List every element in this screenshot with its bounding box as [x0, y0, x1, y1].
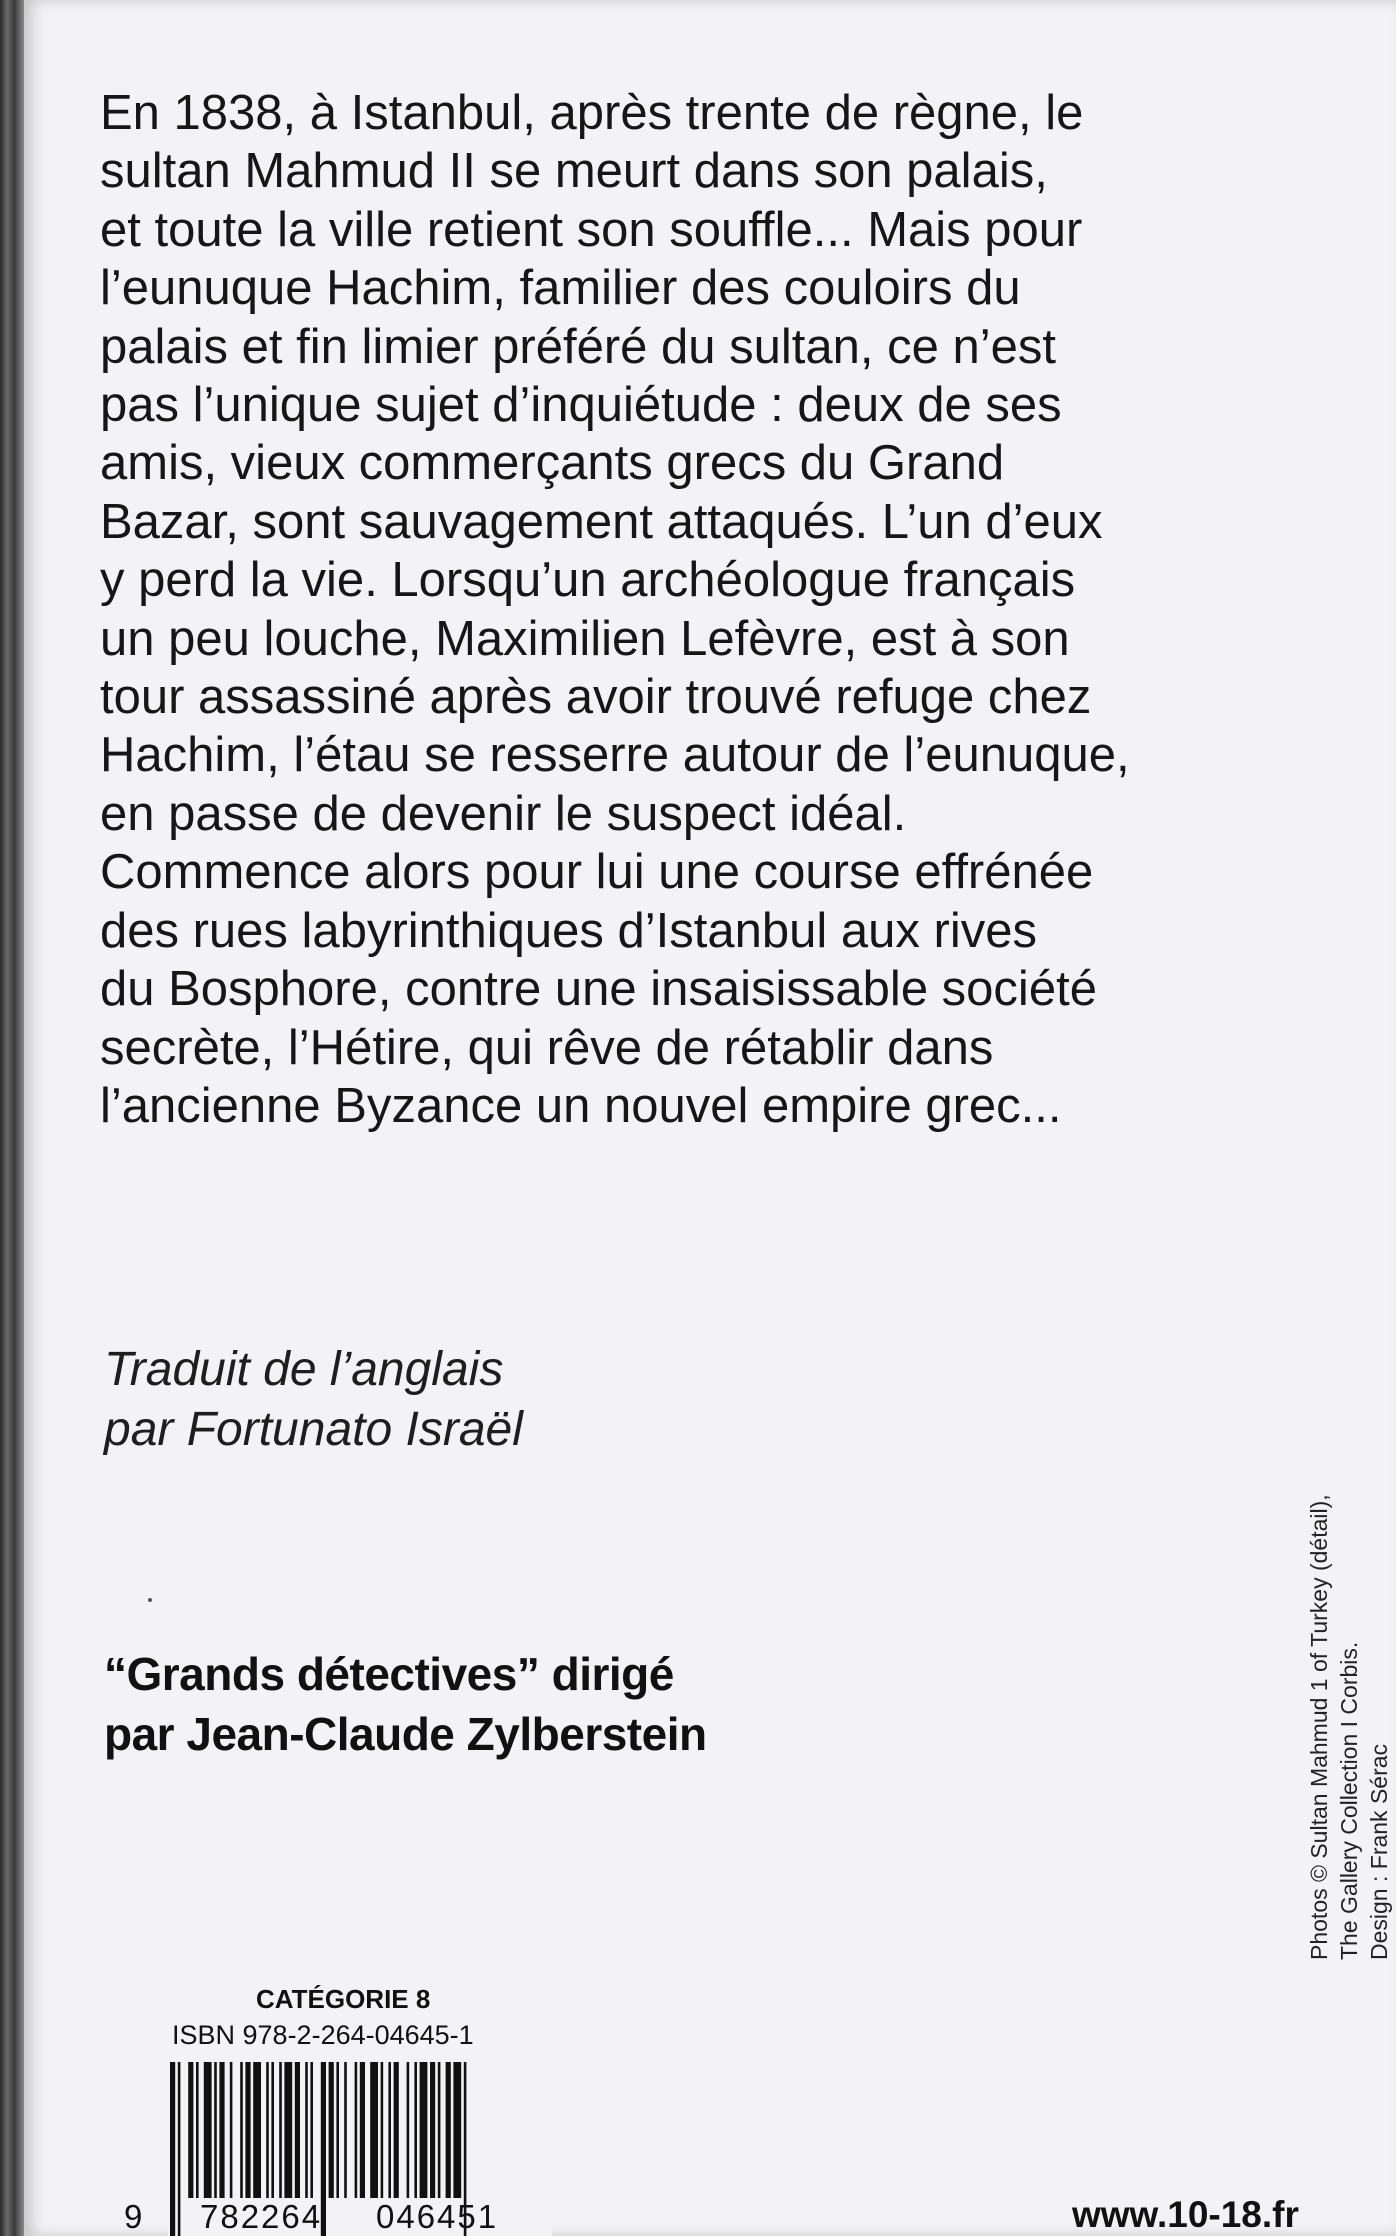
barcode-bar [245, 2062, 250, 2198]
barcode-bar [360, 2062, 365, 2198]
barcode-bar [279, 2062, 282, 2198]
barcode-bar [355, 2062, 358, 2198]
barcode-bar [230, 2062, 233, 2198]
barcode-bar [388, 2062, 391, 2198]
blurb-line: y perd la vie. Lorsqu’un archéologue français [100, 553, 1076, 608]
category-label: CATÉGORIE 8 [256, 1984, 431, 2014]
credit-line: Photos © Sultan Mahmud 1 of Turkey (détail), [1306, 1494, 1332, 1960]
blurb-line: amis, vieux commerçants grecs du Grand [100, 436, 1005, 491]
blurb-line: tour assassiné après avoir trouvé refuge chez [100, 670, 1092, 725]
barcode-bar [420, 2062, 428, 2198]
blurb-paragraph [100, 84, 1340, 1135]
barcode-bar [438, 2062, 441, 2198]
barcode-bar [310, 2062, 313, 2198]
barcode-bar [170, 2062, 175, 2236]
barcode-bar [178, 2062, 181, 2236]
blurb-line: du Bosphore, contre une insaisissable société [100, 962, 1097, 1017]
translator-line: par Fortunato Israël [104, 1403, 523, 1456]
blurb-line: Bazar, sont sauvagement attaqués. L’un d’eux [100, 494, 1103, 549]
barcode-bar [394, 2062, 399, 2198]
barcode-bar [271, 2062, 274, 2198]
barcode-left-digits: 782264 [200, 2198, 323, 2235]
barcode-bar [196, 2062, 199, 2198]
barcode-bar [219, 2062, 224, 2198]
barcode-bar [430, 2062, 435, 2198]
barcode-bar [329, 2062, 334, 2198]
blurb-line: en passe de devenir le suspect idéal. [100, 786, 907, 841]
collection-credit [104, 1644, 707, 1764]
blurb-line: En 1838, à Istanbul, après trente de règne, le [100, 86, 1084, 140]
barcode-bar [407, 2062, 410, 2198]
collection-line: par Jean-Claude Zylberstein [104, 1708, 707, 1760]
translator-credit [104, 1340, 523, 1460]
barcode-bar [240, 2062, 243, 2198]
blurb-line: un peu louche, Maximilien Lefèvre, est à son [100, 611, 1070, 666]
blurb-line: Hachim, l’étau se resserre autour de l’eunuque, [100, 728, 1130, 783]
barcode-bar [188, 2062, 193, 2198]
barcode-bar [370, 2062, 378, 2198]
barcode-bar [336, 2062, 339, 2198]
barcode-bar [204, 2062, 212, 2198]
barcode-bar [344, 2062, 347, 2198]
credit-line: The Gallery Collection I Corbis. [1336, 1641, 1362, 1960]
collection-line: “Grands détectives” dirigé [104, 1648, 674, 1700]
barcode-bar [446, 2062, 451, 2198]
barcode-bar [266, 2062, 269, 2198]
back-cover [24, 0, 1396, 2236]
barcode-first-digit: 9 [124, 2198, 143, 2235]
page-edge [0, 0, 24, 2236]
blurb-line: pas l’unique sujet d’inquiétude : deux de ses [100, 378, 1062, 433]
print-speck [148, 1598, 152, 1602]
barcode-bar [305, 2062, 308, 2198]
blurb-line: l’ancienne Byzance un nouvel empire grec... [100, 1078, 1062, 1133]
barcode-bar [214, 2062, 217, 2198]
blurb-line: et toute la ville retient son souffle... Mais pour [100, 202, 1083, 257]
barcode-bar [414, 2062, 417, 2198]
barcode-bar [295, 2062, 300, 2198]
blurb-line: Commence alors pour lui une course effrénée [100, 845, 1094, 900]
blurb-line: sultan Mahmud II se meurt dans son palais, [100, 144, 1048, 199]
barcode-right-digits: 046451 [376, 2198, 499, 2235]
barcode-bar [253, 2062, 261, 2198]
translator-line: Traduit de l’anglais [104, 1343, 504, 1396]
blurb-line: l’eunuque Hachim, familier des couloirs du [100, 261, 1021, 316]
blurb-line: palais et fin limier préféré du sultan, ce n’est [100, 319, 1056, 374]
blurb-line: secrète, l’Hétire, qui rêve de rétablir dans [100, 1020, 994, 1075]
credit-line: Design : Frank Sérac [1366, 1743, 1392, 1960]
publisher-website[interactable]: www.10-18.fr [1072, 2194, 1299, 2235]
barcode-bar [284, 2062, 292, 2198]
barcode-bar [381, 2062, 384, 2198]
isbn-label: ISBN 978-2-264-04645-1 [172, 2020, 474, 2050]
barcode-bar [453, 2062, 461, 2198]
blurb-line: des rues labyrinthiques d’Istanbul aux rives [100, 903, 1037, 958]
